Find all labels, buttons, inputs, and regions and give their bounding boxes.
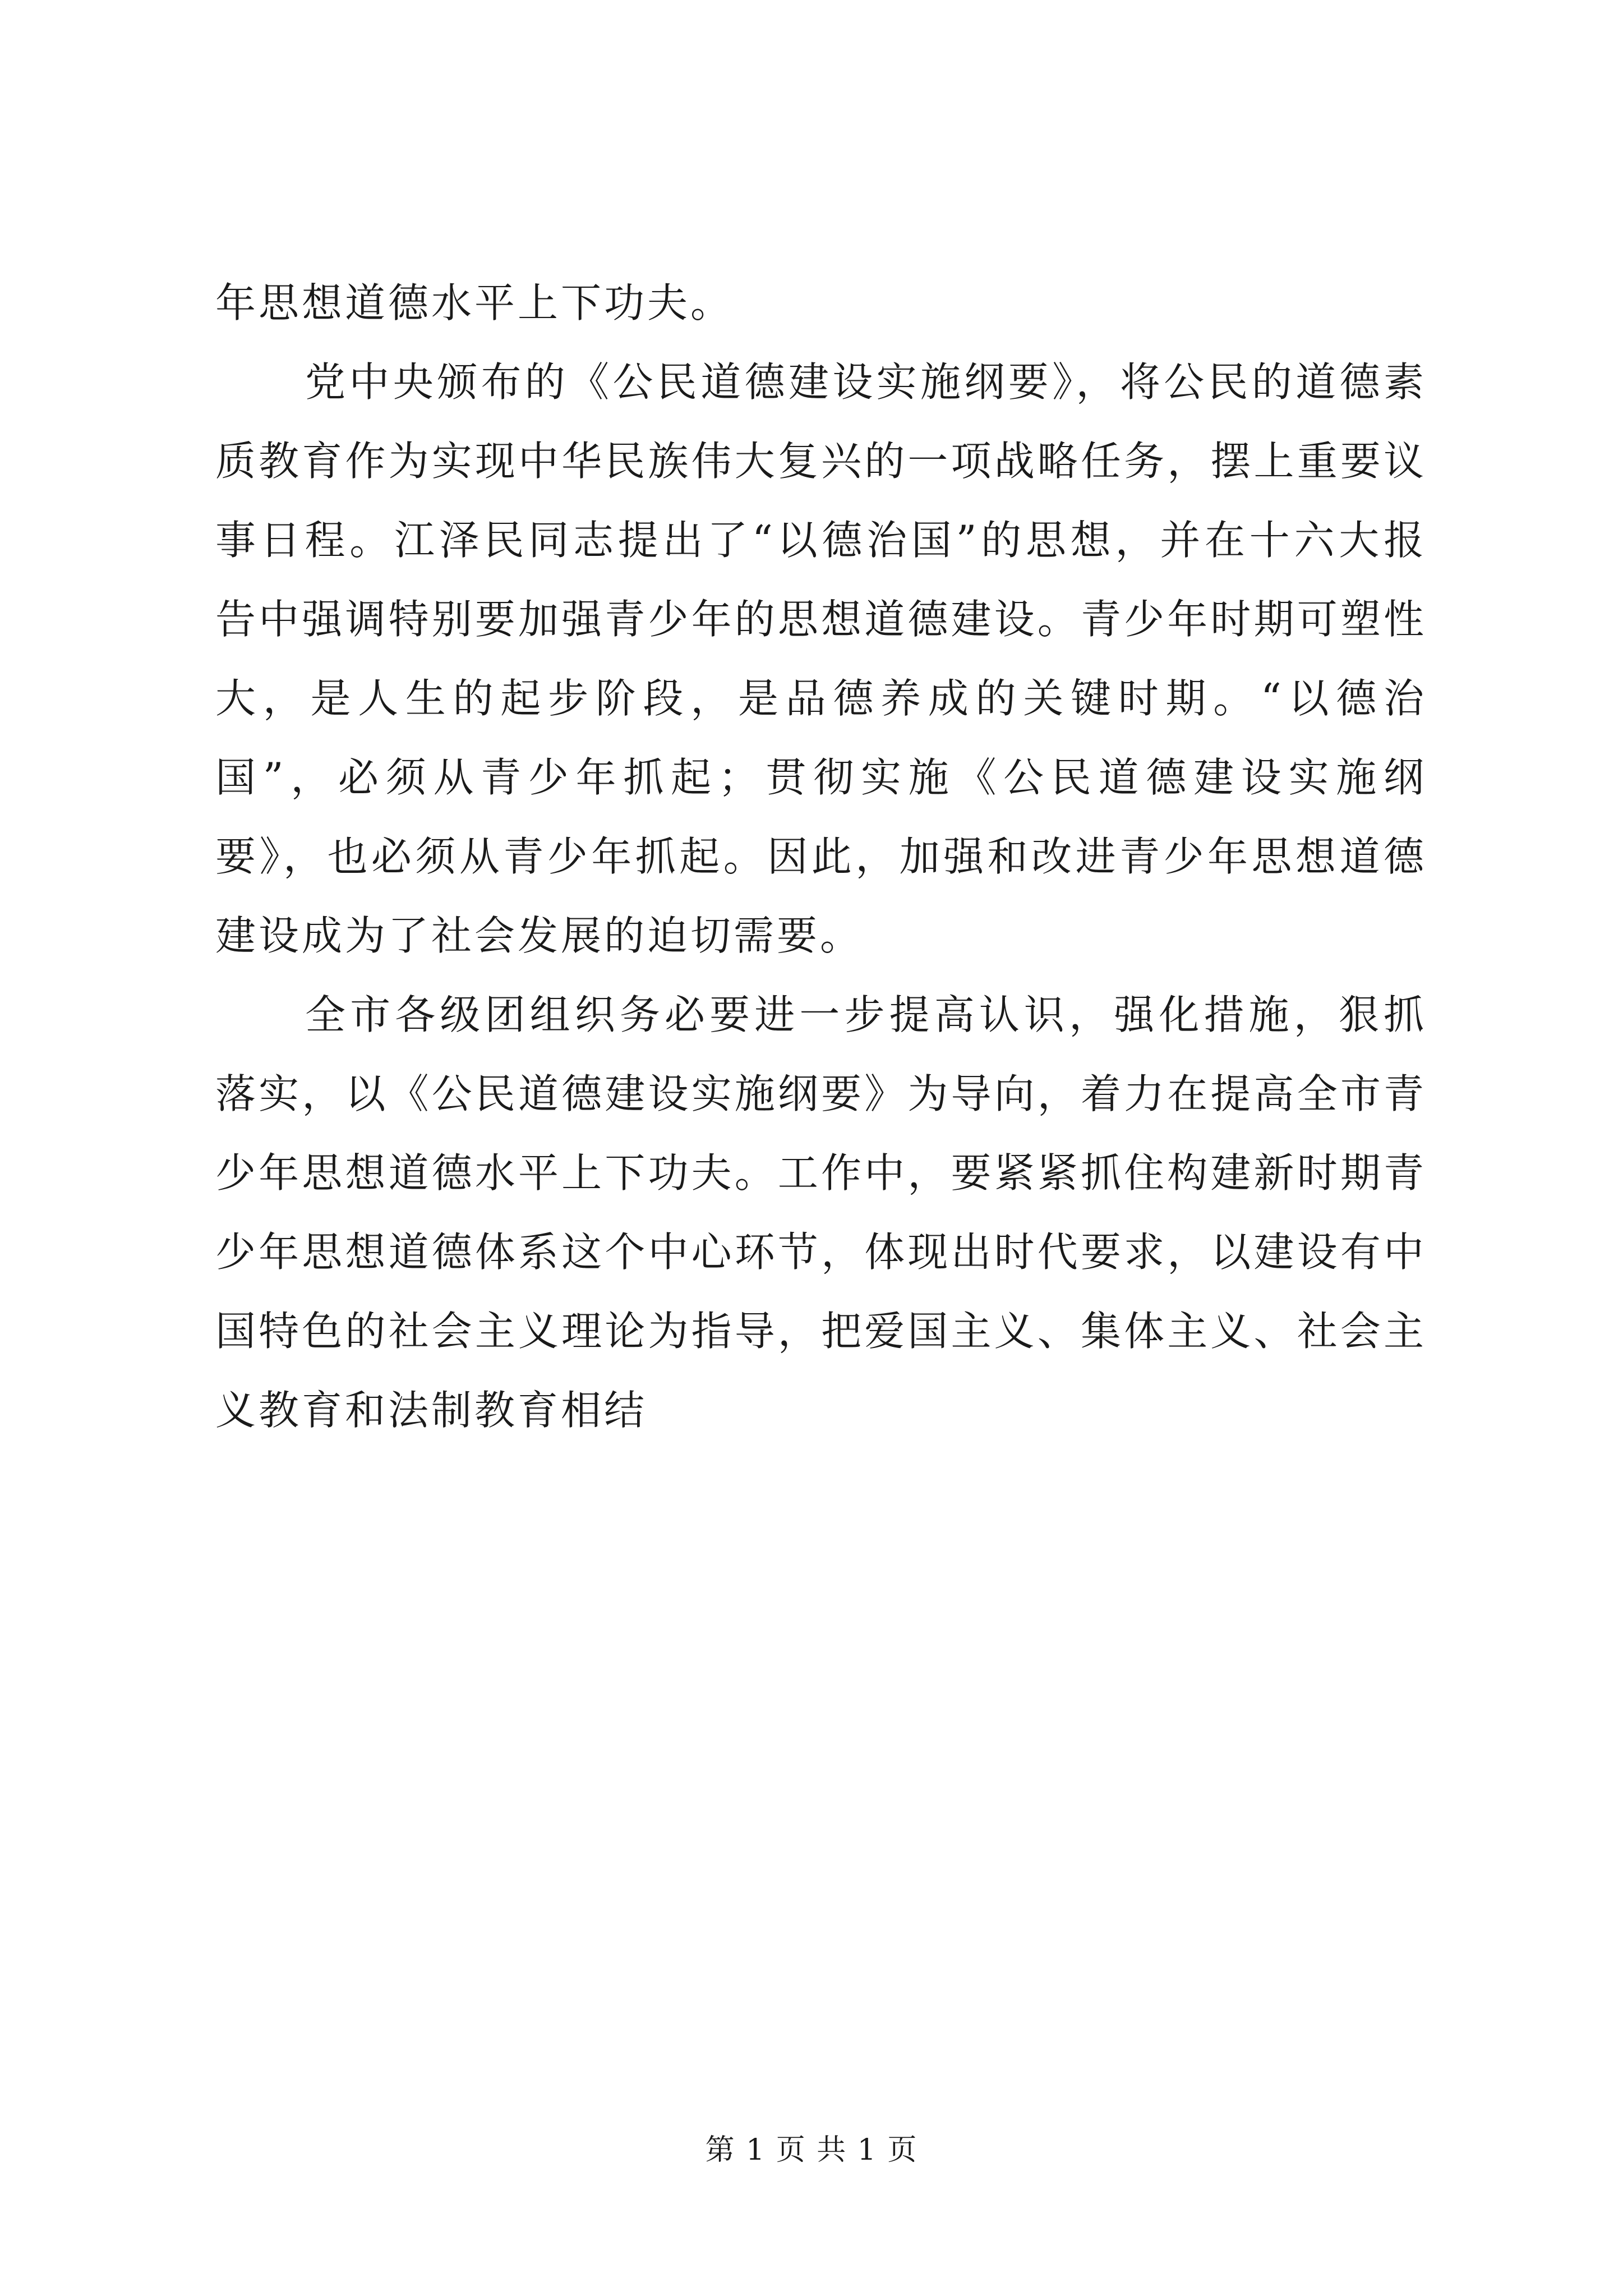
page-footer: 第 1 页 共 1 页 [705, 2133, 918, 2167]
paragraph: 全市各级团组织务必要进一步提高认识，强化措施，狠抓落实，以《公民道德建设实施纲要》为导向，着力在提高全市青少年思想道德水平上下功夫。工作中，要紧紧抓住构建新时期青少年思想道德体系这个中心环节，体现出时代要求，以建设有中国特色的社会主义理论为指导，把爱国主义、集体主义、社会主义教育和法制教育相结 [215, 991, 1427, 1434]
paragraph-continuation: 年思想道德水平上下功夫。 [215, 279, 734, 326]
document-body [215, 264, 1427, 1450]
paragraph: 党中央颁布的《公民道德建设实施纲要》，将公民的道德素质教育作为实现中华民族伟大复兴的一项战略任务，摆上重要议事日程。江泽民同志提出了“以德治国”的思想，并在十六大报告中强调特别要加强青少年的思想道德建设。青少年时期可塑性大，是人生的起步阶段，是品德养成的关键时期。“以德治国”，必须从青少年抓起；贯彻实施《公民道德建设实施纲要》，也必须从青少年抓起。因此，加强和改进青少年思想道德建设成为了社会发展的迫切需要。 [215, 358, 1427, 959]
